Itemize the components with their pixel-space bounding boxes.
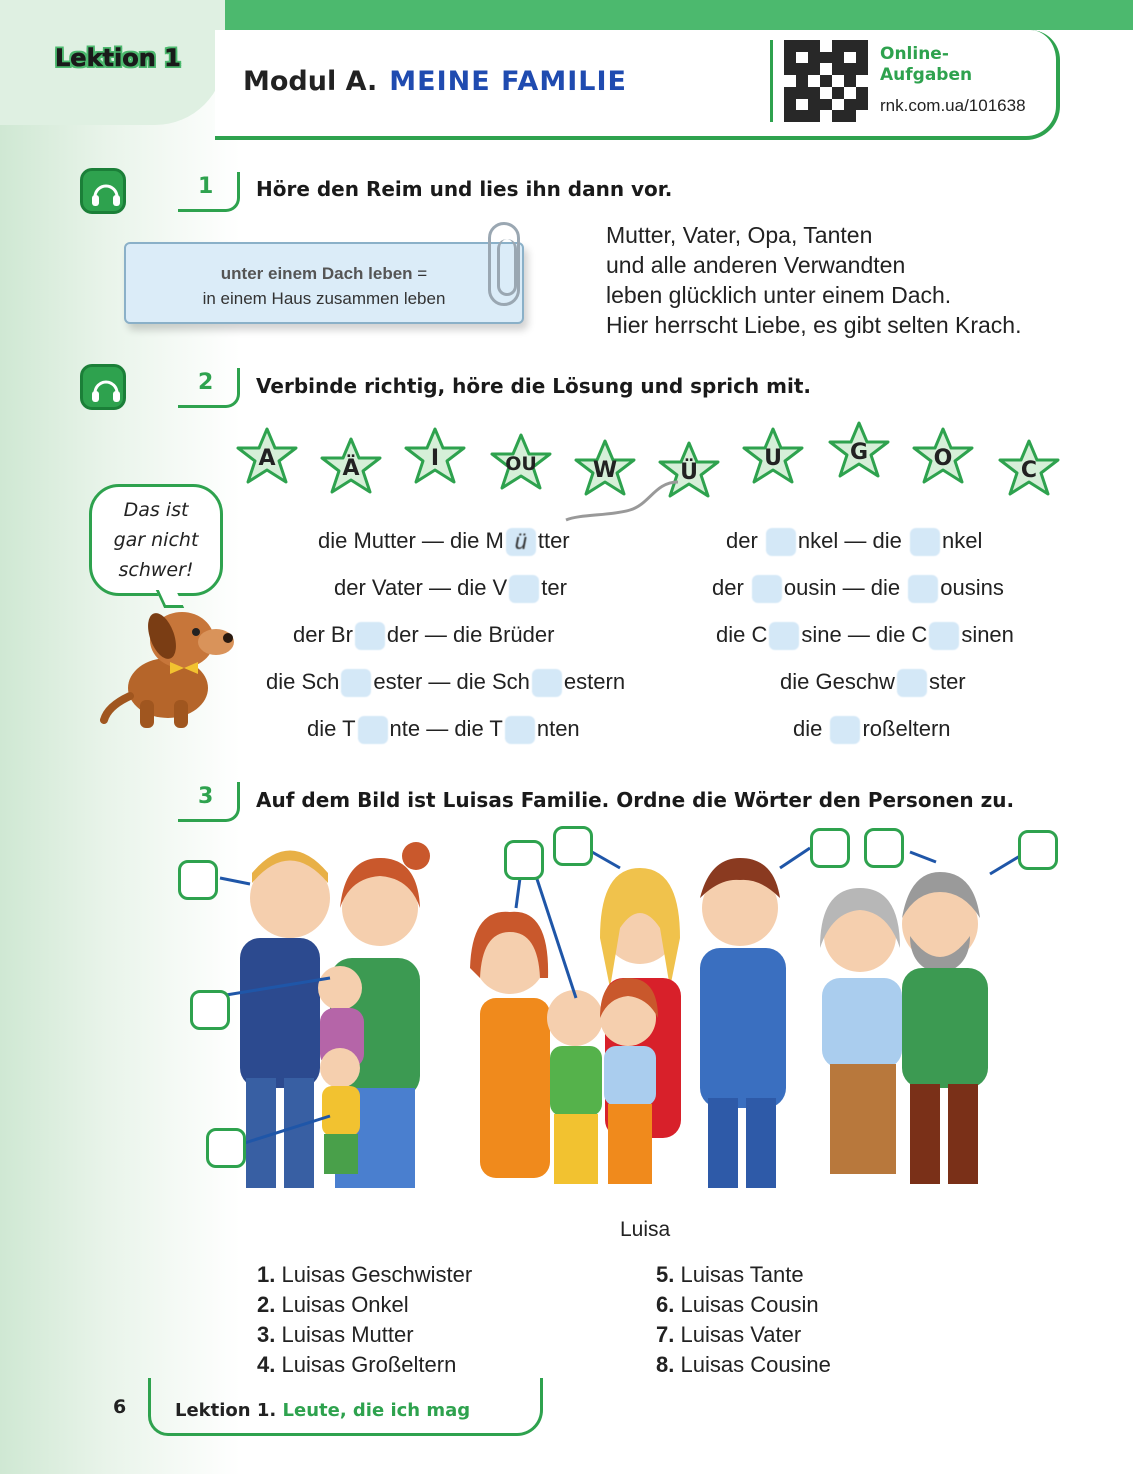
- task3-number: 3: [198, 784, 214, 809]
- page-number: 6: [113, 1396, 127, 1418]
- paperclip-icon: [488, 222, 520, 306]
- letter-gap[interactable]: [897, 669, 927, 697]
- task3-instruction: Auf dem Bild ist Luisas Familie. Ordne die Wörter den Personen zu.: [256, 788, 1015, 812]
- letter-gap[interactable]: [766, 528, 796, 556]
- letter-gap[interactable]: [355, 622, 385, 650]
- word-pair: der nkel — die nkel: [726, 528, 982, 556]
- luisa-caption: Luisa: [620, 1218, 671, 1241]
- letter-gap[interactable]: [505, 716, 535, 744]
- speech-bubble: Das ist gar nicht schwer!: [89, 484, 223, 596]
- letter-gap[interactable]: [532, 669, 562, 697]
- task1-instruction: Höre den Reim und lies ihn dann vor.: [256, 177, 673, 201]
- letter-gap[interactable]: [341, 669, 371, 697]
- letter-star[interactable]: [910, 426, 976, 490]
- puppy-illustration: [100, 596, 240, 732]
- word-list-left: [257, 1260, 472, 1380]
- headphones-icon[interactable]: [80, 364, 126, 410]
- answer-box[interactable]: [504, 840, 544, 880]
- letter-gap[interactable]: [830, 716, 860, 744]
- list-item: 7. Luisas Vater: [656, 1322, 802, 1347]
- note-explanation: in einem Haus zusammen leben: [202, 289, 446, 308]
- list-item: 3. Luisas Mutter: [257, 1322, 414, 1347]
- star-letter: Ü: [680, 459, 698, 485]
- answer-box[interactable]: [178, 860, 218, 900]
- word-pair: die Sch ester — die Sch estern: [266, 669, 625, 697]
- rhyme-line: leben glücklich unter einem Dach.: [606, 282, 952, 308]
- word-pair: die T nte — die T nten: [307, 716, 580, 744]
- star-letter: Ä: [342, 455, 360, 481]
- answer-box[interactable]: [553, 826, 593, 866]
- word-pair: der Vater — die V ter: [334, 575, 567, 603]
- task1-number: 1: [198, 174, 214, 199]
- letter-star[interactable]: [234, 426, 300, 490]
- word-pair: die C sine — die C sinen: [716, 622, 1014, 650]
- letter-star[interactable]: [996, 438, 1062, 502]
- qr-code-icon[interactable]: [784, 40, 868, 122]
- answer-box[interactable]: [190, 990, 230, 1030]
- list-item: 2. Luisas Onkel: [257, 1292, 409, 1317]
- letter-star[interactable]: [402, 426, 468, 490]
- rhyme-line: und alle anderen Verwandten: [606, 252, 906, 278]
- answer-box[interactable]: [864, 828, 904, 868]
- family-illustration: [180, 828, 1020, 1214]
- lektion-tag: Lektion 1: [55, 44, 181, 72]
- list-item: 1. Luisas Geschwister: [257, 1262, 473, 1287]
- letter-gap[interactable]: ü: [506, 528, 536, 556]
- vocabulary-note: unter einem Dach leben = in einem Haus zusammen leben: [124, 242, 524, 324]
- headphones-icon[interactable]: [80, 168, 126, 214]
- word-pair: die Geschw ster: [780, 669, 966, 697]
- star-letter: OU: [505, 453, 537, 475]
- star-letter: W: [592, 457, 618, 483]
- side-gradient-band: [0, 0, 240, 1474]
- module-prefix: Modul A.: [243, 66, 378, 97]
- word-pair: die Mutter — die M ü tter: [318, 528, 570, 555]
- task2-instruction: Verbinde richtig, höre die Lösung und sprich mit.: [256, 374, 811, 398]
- module-title: [243, 66, 627, 97]
- letter-gap[interactable]: [910, 528, 940, 556]
- star-letter: A: [258, 445, 276, 471]
- star-letter: U: [764, 445, 782, 471]
- letter-star[interactable]: [740, 426, 806, 490]
- rhyme-line: Mutter, Vater, Opa, Tanten: [606, 222, 873, 248]
- letter-star[interactable]: [318, 436, 384, 500]
- qr-divider: [770, 40, 773, 122]
- list-item: 4. Luisas Großeltern: [257, 1352, 457, 1377]
- task2-number: 2: [198, 370, 214, 395]
- answer-box[interactable]: [810, 828, 850, 868]
- star-letter: I: [430, 445, 440, 471]
- letter-gap[interactable]: [358, 716, 388, 744]
- star-letter: C: [1020, 457, 1038, 483]
- letter-gap[interactable]: [929, 622, 959, 650]
- word-pair: die roßeltern: [793, 716, 951, 744]
- connection-line: [560, 474, 680, 544]
- rhyme-line: Hier herrscht Liebe, es gibt selten Krach.: [606, 312, 1022, 338]
- list-item: 5. Luisas Tante: [656, 1262, 804, 1287]
- letter-gap[interactable]: [509, 575, 539, 603]
- note-phrase: unter einem Dach leben: [220, 264, 413, 283]
- word-pair: der ousin — die ousins: [712, 575, 1004, 603]
- module-name: MEINE FAMILIE: [389, 66, 627, 97]
- list-item: 8. Luisas Cousine: [656, 1352, 831, 1377]
- star-letter: G: [849, 439, 869, 465]
- letter-gap[interactable]: [752, 575, 782, 603]
- answer-box[interactable]: [1018, 830, 1058, 870]
- letter-star[interactable]: [488, 432, 554, 496]
- word-pair: der Br der — die Brüder: [293, 622, 554, 650]
- rhyme-text: [606, 220, 1021, 340]
- list-item: 6. Luisas Cousin: [656, 1292, 819, 1317]
- online-url-link[interactable]: rnk.com.ua/101638: [880, 96, 1026, 115]
- online-tasks-label: Online- Aufgaben: [880, 44, 973, 85]
- letter-star[interactable]: [826, 420, 892, 484]
- footer-title: Lektion 1. Leute, die ich mag: [175, 1400, 471, 1421]
- letter-gap[interactable]: [769, 622, 799, 650]
- star-letter: O: [933, 445, 953, 471]
- answer-box[interactable]: [206, 1128, 246, 1168]
- word-list-right: [656, 1260, 831, 1380]
- letter-gap[interactable]: [908, 575, 938, 603]
